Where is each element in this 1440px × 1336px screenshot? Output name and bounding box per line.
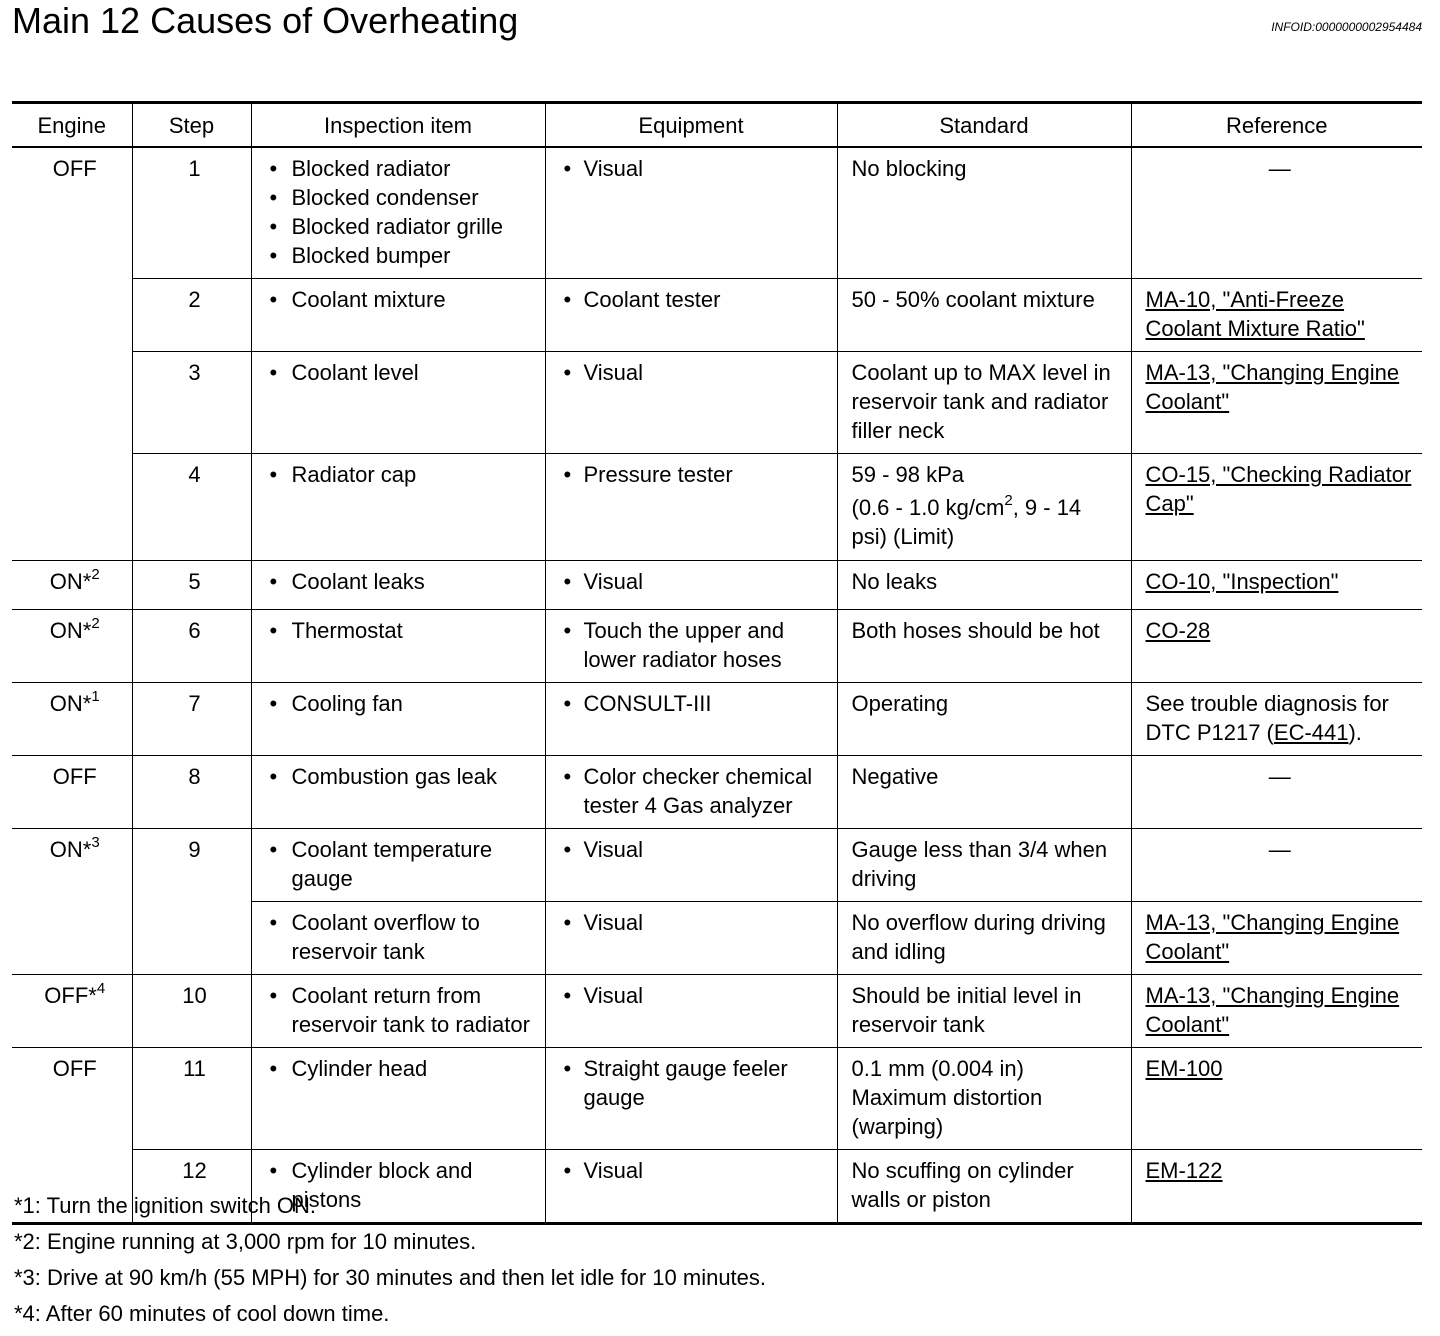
standard-text: (0.6 - 1.0 kg/cm xyxy=(851,495,1005,520)
step-cell: 12 xyxy=(132,1150,251,1224)
table-row xyxy=(12,454,1422,561)
step-cell: 9 xyxy=(132,829,251,975)
step-cell: 10 xyxy=(132,975,251,1048)
table-row xyxy=(12,147,1422,279)
inspection-cell xyxy=(251,147,545,279)
list-item: • Cylinder head xyxy=(266,1054,537,1083)
table-row xyxy=(12,829,1422,902)
overheating-causes-table xyxy=(12,101,1422,1225)
reference-cell xyxy=(1131,1048,1422,1150)
step-cell: 11 xyxy=(132,1048,251,1150)
inspection-cell xyxy=(251,352,545,454)
info-id: INFOID:0000000002954484 xyxy=(1271,20,1422,34)
reference-link[interactable]: MA-13, "Changing Engine Coolant" xyxy=(1145,910,1400,964)
engine-state: OFF xyxy=(52,764,97,789)
equipment-cell xyxy=(545,1048,837,1150)
standard-cell: Operating xyxy=(837,683,1131,756)
list-item: • Visual xyxy=(560,154,829,183)
standard-line xyxy=(852,493,1123,551)
inspection-cell xyxy=(251,561,545,610)
engine-cell xyxy=(12,147,132,561)
table-row xyxy=(12,1048,1422,1150)
inspection-cell xyxy=(251,1048,545,1150)
standard-cell: Both hoses should be hot xyxy=(837,610,1131,683)
reference-link[interactable]: MA-13, "Changing Engine Coolant" xyxy=(1145,983,1400,1037)
equipment-cell xyxy=(545,279,837,352)
engine-cell xyxy=(12,829,132,975)
standard-cell: No blocking xyxy=(837,147,1131,279)
list-item: • Coolant overflow to reservoir tank xyxy=(266,908,537,966)
superscript: 4 xyxy=(96,980,106,997)
header-standard: Standard xyxy=(837,103,1131,148)
list-item: • Coolant leaks xyxy=(266,567,537,596)
reference-link[interactable]: MA-13, "Changing Engine Coolant" xyxy=(1145,360,1400,414)
list-item: • Coolant level xyxy=(266,358,537,387)
superscript: 2 xyxy=(91,615,100,632)
superscript: 2 xyxy=(1004,492,1013,509)
list-item: • Radiator cap xyxy=(266,460,537,489)
table-row xyxy=(12,610,1422,683)
footnote: *3: Drive at 90 km/h (55 MPH) for 30 minutes and then let idle for 10 minutes. xyxy=(14,1265,767,1290)
list-item: • Visual xyxy=(560,981,829,1010)
equipment-cell xyxy=(545,454,837,561)
inspection-cell xyxy=(251,975,545,1048)
header-reference: Reference xyxy=(1131,103,1422,148)
list-item: • Touch the upper and lower radiator hoses xyxy=(560,616,829,674)
equipment-cell xyxy=(545,756,837,829)
step-cell: 5 xyxy=(132,561,251,610)
footnote: *2: Engine running at 3,000 rpm for 10 minutes. xyxy=(14,1229,477,1254)
list-item: • Coolant temperature gauge xyxy=(266,835,537,893)
inspection-cell xyxy=(251,756,545,829)
standard-cell: Negative xyxy=(837,756,1131,829)
reference-cell xyxy=(1131,561,1422,610)
equipment-cell xyxy=(545,561,837,610)
standard-line: 59 - 98 kPa xyxy=(851,462,965,487)
equipment-cell xyxy=(545,352,837,454)
list-item: • Coolant mixture xyxy=(266,285,537,314)
equipment-cell xyxy=(545,683,837,756)
list-item: • Visual xyxy=(560,1156,829,1185)
engine-state: OFF* xyxy=(44,983,97,1008)
reference-link[interactable]: CO-28 xyxy=(1145,618,1211,643)
inspection-cell xyxy=(251,279,545,352)
page-title: Main 12 Causes of Overheating xyxy=(12,0,519,41)
list-item: • Color checker chemical tester 4 Gas analyzer xyxy=(560,762,829,820)
reference-cell: — xyxy=(1131,756,1422,829)
reference-cell xyxy=(1131,902,1422,975)
step-cell: 3 xyxy=(132,352,251,454)
list-item: • Visual xyxy=(560,908,829,937)
standard-cell: Gauge less than 3/4 when driving xyxy=(837,829,1131,902)
table-row xyxy=(12,279,1422,352)
engine-state: ON* xyxy=(49,569,92,594)
inspection-cell xyxy=(251,902,545,975)
reference-link[interactable]: CO-10, "Inspection" xyxy=(1145,569,1339,594)
engine-cell xyxy=(12,561,132,610)
table-row xyxy=(12,975,1422,1048)
reference-cell: — xyxy=(1131,829,1422,902)
reference-cell xyxy=(1131,279,1422,352)
engine-cell xyxy=(12,683,132,756)
engine-state: OFF xyxy=(52,156,97,181)
list-item: • Coolant tester xyxy=(560,285,829,314)
superscript: 3 xyxy=(91,834,100,851)
engine-state: ON* xyxy=(49,691,92,716)
header-inspection-item: Inspection item xyxy=(251,103,545,148)
engine-state: OFF xyxy=(52,1056,97,1081)
reference-link[interactable]: EC-441 xyxy=(1273,720,1349,745)
standard-cell: No scuffing on cylinder walls or piston xyxy=(837,1150,1131,1224)
list-item: • Pressure tester xyxy=(560,460,829,489)
inspection-cell xyxy=(251,829,545,902)
equipment-cell xyxy=(545,147,837,279)
reference-cell xyxy=(1131,975,1422,1048)
superscript: 1 xyxy=(91,688,100,705)
inspection-cell xyxy=(251,683,545,756)
reference-link[interactable]: EM-100 xyxy=(1145,1056,1223,1081)
table-row xyxy=(12,683,1422,756)
list-item: • Straight gauge feeler gauge xyxy=(560,1054,829,1112)
list-item: • Coolant return from reservoir tank to radiator xyxy=(266,981,537,1039)
list-item: • Visual xyxy=(560,567,829,596)
list-item: • Blocked condenser xyxy=(266,183,537,212)
table-row xyxy=(12,756,1422,829)
step-cell: 2 xyxy=(132,279,251,352)
engine-cell xyxy=(12,975,132,1048)
standard-cell: No overflow during driving and idling xyxy=(837,902,1131,975)
equipment-cell xyxy=(545,610,837,683)
list-item: • Blocked radiator grille xyxy=(266,212,537,241)
list-item: • Visual xyxy=(560,358,829,387)
reference-text: ). xyxy=(1348,720,1362,745)
superscript: 2 xyxy=(91,566,100,583)
table-header-row xyxy=(12,103,1422,148)
standard-cell: 50 - 50% coolant mixture xyxy=(837,279,1131,352)
header-step: Step xyxy=(132,103,251,148)
step-cell: 6 xyxy=(132,610,251,683)
standard-cell: Coolant up to MAX level in reservoir tank and radiator filler neck xyxy=(837,352,1131,454)
engine-cell xyxy=(12,610,132,683)
inspection-cell xyxy=(251,454,545,561)
standard-cell: 0.1 mm (0.004 in) Maximum distortion (warping) xyxy=(837,1048,1131,1150)
reference-link[interactable]: EM-122 xyxy=(1145,1158,1223,1183)
list-item: • Cylinder block and pistons xyxy=(266,1156,537,1214)
reference-link[interactable]: MA-10, "Anti-Freeze Coolant Mixture Ratio" xyxy=(1145,287,1365,341)
step-cell: 7 xyxy=(132,683,251,756)
standard-cell xyxy=(837,454,1131,561)
reference-cell xyxy=(1131,352,1422,454)
list-item: • Blocked bumper xyxy=(266,241,537,270)
list-item: • Blocked radiator xyxy=(266,154,537,183)
list-item: • CONSULT-III xyxy=(560,689,829,718)
reference-cell xyxy=(1131,454,1422,561)
list-item: • Visual xyxy=(560,835,829,864)
header-equipment: Equipment xyxy=(545,103,837,148)
reference-link[interactable]: CO-15, "Checking Radiator Cap" xyxy=(1145,462,1412,516)
step-cell: 8 xyxy=(132,756,251,829)
table-row xyxy=(12,352,1422,454)
reference-cell xyxy=(1131,610,1422,683)
list-item: • Combustion gas leak xyxy=(266,762,537,791)
engine-cell xyxy=(12,756,132,829)
step-cell: 1 xyxy=(132,147,251,279)
engine-state: ON* xyxy=(49,837,92,862)
table-row xyxy=(12,561,1422,610)
reference-cell xyxy=(1131,683,1422,756)
list-item: • Cooling fan xyxy=(266,689,537,718)
footnote: *1: Turn the ignition switch ON. xyxy=(14,1193,317,1218)
equipment-cell xyxy=(545,975,837,1048)
equipment-cell xyxy=(545,829,837,902)
engine-state: ON* xyxy=(49,618,92,643)
header-engine: Engine xyxy=(37,112,106,138)
reference-cell: — xyxy=(1131,147,1422,279)
standard-cell: Should be initial level in reservoir tank xyxy=(837,975,1131,1048)
list-item: • Thermostat xyxy=(266,616,537,645)
reference-text: See trouble diagnosis for DTC P1217 ( xyxy=(1145,691,1389,745)
footnotes xyxy=(14,1188,766,1332)
inspection-cell xyxy=(251,610,545,683)
equipment-cell xyxy=(545,902,837,975)
standard-text: , 9 - 14 psi) (Limit) xyxy=(851,495,1082,549)
reference-cell xyxy=(1131,1150,1422,1224)
standard-cell: No leaks xyxy=(837,561,1131,610)
step-cell: 4 xyxy=(132,454,251,561)
footnote: *4: After 60 minutes of cool down time. xyxy=(14,1301,390,1326)
